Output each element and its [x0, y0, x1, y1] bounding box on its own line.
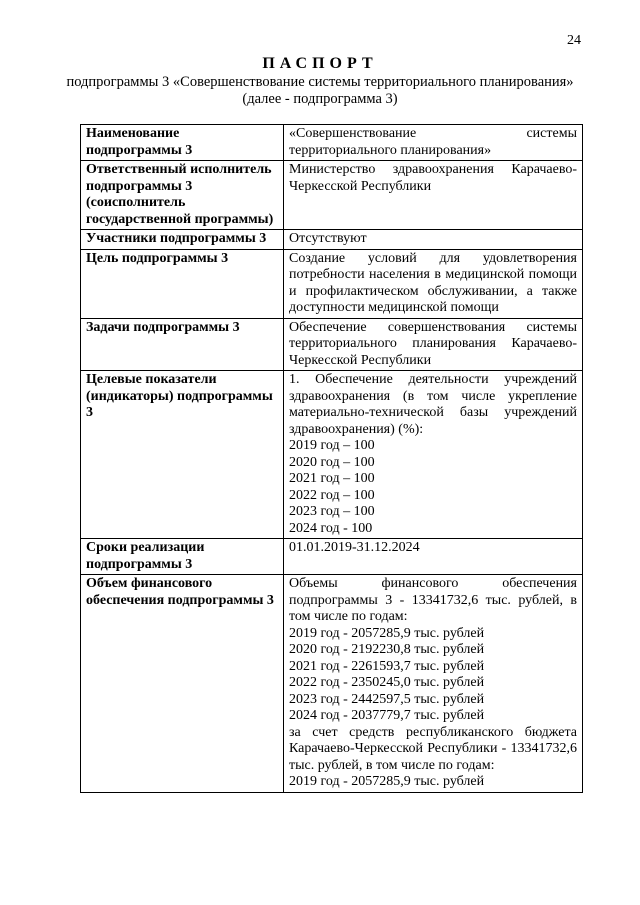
value-line: Обеспечение совершенствования системы территориального планирования Карачаево-Черкесской Республики: [289, 319, 577, 368]
row-value: [284, 575, 583, 793]
value-line: 2021 год – 100: [289, 471, 375, 486]
row-label: Объем финансового обеспечения подпрограммы 3: [81, 575, 284, 793]
row-label: Сроки реализации подпрограммы 3: [81, 539, 284, 575]
value-line: 2020 год - 2192230,8 тыс. рублей: [289, 642, 485, 657]
value-line: 1. Обеспечение деятельности учреждений здравоохранения (в том числе укрепление материально-технической базы учреждений здравоохранения) (%):: [289, 372, 577, 437]
value-line: Министерство здравоохранения Карачаево-Черкесской Республики: [289, 162, 577, 194]
row-value: [284, 318, 583, 371]
value-line: Объемы финансового обеспечения подпрограммы 3 - 13341732,6 тыс. рублей, в том числе по годам:: [289, 576, 577, 624]
page-number: 24: [567, 33, 581, 48]
table-row: [81, 249, 583, 318]
row-label: Участники подпрограммы 3: [81, 230, 284, 250]
table-row: [81, 575, 583, 793]
row-value: [284, 371, 583, 539]
row-label: Ответственный исполнитель подпрограммы 3 (соисполнитель государственной программы): [81, 161, 284, 230]
value-line: 2023 год - 2442597,5 тыс. рублей: [289, 691, 485, 707]
value-line: 2024 год - 100: [289, 520, 373, 536]
value-line: за счет средств республиканского бюджета Карачаево-Черкесской Республики - 13341732,6 тыс. рублей, в том числе по годам:: [289, 724, 577, 773]
row-label: Задачи подпрограммы 3: [81, 318, 284, 371]
passport-table-body: [81, 125, 583, 793]
passport-table: [80, 124, 583, 793]
value-line: 2024 год - 2037779,7 тыс. рублей: [289, 708, 485, 723]
row-value: [284, 230, 583, 250]
row-value: [284, 249, 583, 318]
value-line: 2022 год - 2350245,0 тыс. рублей: [289, 675, 485, 690]
value-line: 2019 год – 100: [289, 438, 375, 453]
value-line: Создание условий для удовлетворения потребности населения в медицинской помощи и профилактическом обслуживании, а также доступности медицинской помощи: [289, 250, 577, 315]
value-line: 2022 год – 100: [289, 487, 375, 503]
value-line: 2023 год – 100: [289, 504, 375, 519]
value-line: 2019 год - 2057285,9 тыс. рублей: [289, 774, 485, 789]
value-line: 01.01.2019-31.12.2024: [289, 540, 420, 555]
table-row: [81, 371, 583, 539]
table-row: [81, 318, 583, 371]
document-title: ПАСПОРТ: [262, 55, 378, 72]
value-line: 2021 год - 2261593,7 тыс. рублей: [289, 658, 485, 674]
value-line: 2019 год - 2057285,9 тыс. рублей: [289, 625, 485, 641]
row-value: [284, 161, 583, 230]
row-label: Цель подпрограммы 3: [81, 249, 284, 318]
document-subtitle: подпрограммы 3 «Совершенствование системы территориального планирования» (далее - подпрограмма 3): [66, 74, 574, 107]
row-label: Целевые показатели (индикаторы) подпрограммы 3: [81, 371, 284, 539]
table-row: [81, 230, 583, 250]
row-value: [284, 539, 583, 575]
table-row: [81, 125, 583, 161]
row-label: Наименование подпрограммы 3: [81, 125, 284, 161]
value-line: Отсутствуют: [289, 231, 367, 246]
table-row: [81, 161, 583, 230]
table-row: [81, 539, 583, 575]
value-line: «Совершенствование системы территориального планирования»: [289, 126, 577, 158]
row-value: [284, 125, 583, 161]
value-line: 2020 год – 100: [289, 454, 375, 470]
